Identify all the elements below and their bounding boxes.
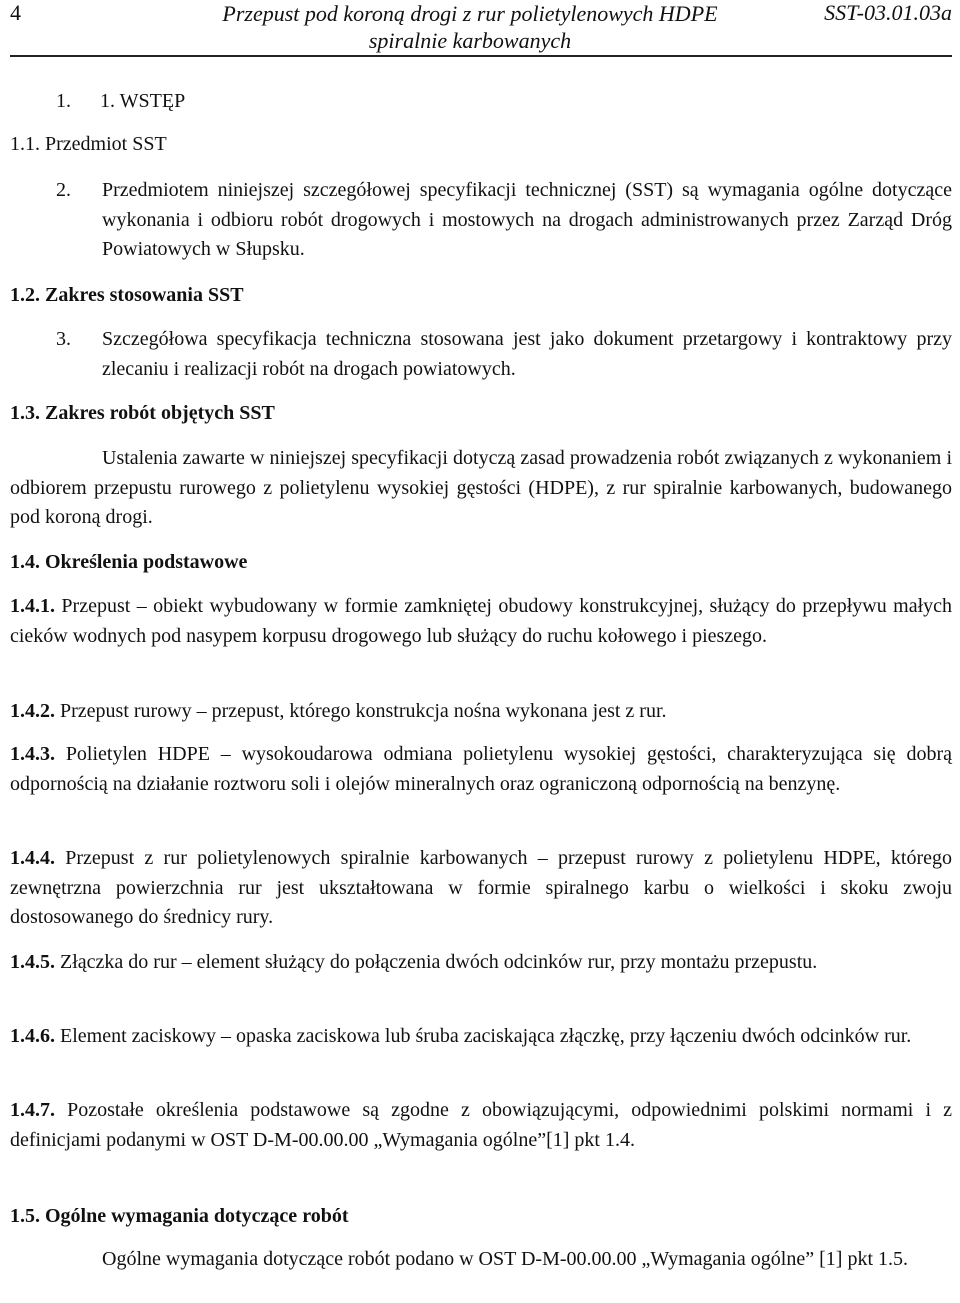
definition-label: 1.4.2. [10,700,55,722]
definition-text: Przepust – obiekt wybudowany w formie zamkniętej obudowy konstrukcyjnej, służący do przepływu małych cieków wodnych pod nasypem korpusu drogowego lub służący do ruchu kołowego i pieszego. [10,595,953,647]
definition-1-4-7 [10,1096,952,1155]
list-item-number: 2. [56,179,71,201]
definition-text: Złączka do rur – element służący do połączenia dwóch odcinków rur, przy montażu przepustu. [60,951,818,973]
subsection-heading-1-1: 1.1. Przedmiot SST [10,133,167,155]
paragraph: Ustalenia zawarte w niniejszej specyfikacji dotyczą zasad prowadzenia robót związanych z wykonaniem i odbiorem przepustu rurowego z polietylenu wysokiej gęstości (HDPE), z rur spiralnie karbowanych, budowanego pod koroną drogi. [10,447,952,528]
list-item [10,325,952,384]
definition-label: 1.4.3. [10,743,55,765]
document-title [70,0,870,54]
subsection-heading-1-3: 1.3. Zakres robót objętych SST [10,402,275,424]
definition-label: 1.4.5. [10,951,55,973]
definition-text: Przepust rurowy – przepust, którego konstrukcja nośna wykonana jest z rur. [60,700,667,722]
subsection-heading-1-5: 1.5. Ogólne wymagania dotyczące robót [10,1205,349,1227]
definition-text: Przepust z rur polietylenowych spiralnie karbowanych – przepust rurowy z polietylenu HDPE, którego zewnętrzna powierzchnia rur jest ukształtowana w formie spiralnego karbu o wielkości i skoku zwoju dostosowanego do średnicy rury. [10,847,953,928]
definition-1-4-1 [10,592,952,651]
spec-code: SST-03.01.03a [824,0,952,25]
list-item [10,176,952,265]
definition-text: Polietylen HDPE – wysokoudarowa odmiana polietylenu wysokiej gęstości, charakteryzująca się dobrą odpornością na działanie roztworu soli i olejów mineralnych oraz ograniczoną odpornością na benzynę. [10,743,952,795]
section-number: 1. [56,90,71,112]
header-rule [10,55,952,57]
document-title-line2: spiralnie karbowanych [368,28,572,53]
section-title: 1. WSTĘP [100,90,186,112]
definition-text: Element zaciskowy – opaska zaciskowa lub śruba zaciskająca złączkę, przy łączeniu dwóch odcinków rur. [60,1025,912,1047]
page-number: 4 [10,0,21,25]
list-item-number: 3. [56,328,71,350]
definition-1-4-2 [10,697,952,727]
definition-label: 1.4.4. [10,847,55,869]
subsection-heading-1-4: 1.4. Określenia podstawowe [10,551,248,573]
paragraph: Ogólne wymagania dotyczące robót podano w OST D-M-00.00.00 „Wymagania ogólne” [1] pkt 1.5. [102,1248,908,1270]
definition-text: Pozostałe określenia podstawowe są zgodne z obowiązującymi, odpowiednimi polskimi normami i z definicjami podanymi w OST D-M-00.00.00 „Wymagania ogólne”[1] pkt 1.4. [10,1099,953,1151]
definition-label: 1.4.7. [10,1099,55,1121]
list-item-text: Przedmiotem niniejszej szczegółowej specyfikacji technicznej (SST) są wymagania ogólne dotyczące wykonania i odbioru robót drogowych i mostowych na drogach administrowanych przez Zarząd Dróg Powiatowych w Słupsku. [102,179,952,260]
document-page [10,0,953,1270]
subsection-heading-1-2: 1.2. Zakres stosowania SST [10,284,244,306]
definition-1-4-3 [10,740,952,799]
page-header [10,0,952,56]
definition-label: 1.4.6. [10,1025,55,1047]
section-heading-wstep [56,88,185,114]
list-item-text: Szczegółowa specyfikacja techniczna stosowana jest jako dokument przetargowy i kontraktowy przy zlecaniu i realizacji robót na drogach powiatowych. [102,328,952,380]
definition-1-4-6 [10,1022,952,1052]
definition-1-4-4 [10,844,952,933]
definition-1-4-5 [10,948,952,978]
definition-label: 1.4.1. [10,595,55,617]
document-title-line1: Przepust pod koroną drogi z rur polietylenowych HDPE [222,1,718,26]
